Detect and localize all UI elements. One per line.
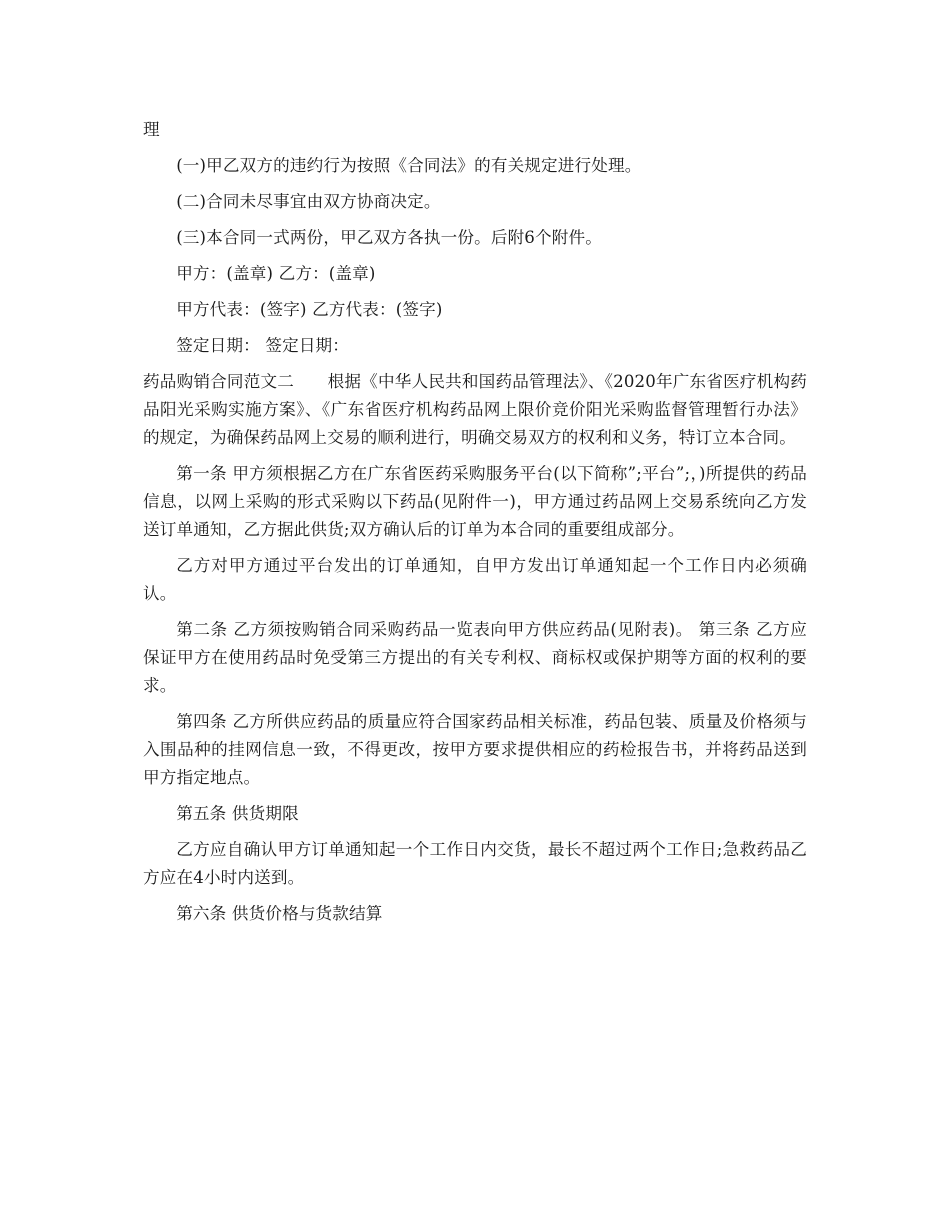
paragraph-seal-line: 甲方：(盖章) 乙方：(盖章) [176, 264, 376, 283]
paragraph-order-confirmation: 乙方对甲方通过平台发出的订单通知，自甲方发出订单通知起一个工作日内必须确认。 [143, 556, 807, 603]
paragraph-clause-3: (三)本合同一式两份，甲乙双方各执一份。后附6个附件。 [176, 228, 602, 247]
paragraph-article-4: 第四条 乙方所供应药品的质量应符合国家药品相关标准，药品包装、质量及价格须与入围品种的挂网信息一致，不得更改，按甲方要求提供相应的药检报告书，并将药品送到甲方指定地点。 [143, 712, 807, 787]
paragraph-sign-date-line: 签定日期： 签定日期： [176, 336, 350, 355]
paragraph-article-2-3: 第二条 乙方须按购销合同采购药品一览表向甲方供应药品(见附表)。 第三条 乙方应保证甲方在使用药品时免受第三方提出的有关专利权、商标权或保护期等方面的权利的要求。 [143, 620, 807, 695]
paragraph-article-6-heading: 第六条 供货价格与货款结算 [176, 904, 383, 923]
paragraph-signature-line: 甲方代表：(签字) 乙方代表：(签字) [176, 300, 443, 319]
paragraph-clause-2: (二)合同未尽事宜由双方协商决定。 [176, 192, 441, 211]
paragraph-contract-two-intro: 药品购销合同范文二 根据《中华人民共和国药品管理法》、《2020年广东省医疗机构药品阳光采购实施方案》、《广东省医疗机构药品网上限价竞价阳光采购监督管理暂行办法》的规定，为确保药品网上交易的顺利进行，明确交易双方的权利和义务，特订立本合同。 [143, 372, 807, 447]
paragraph-continuation: 理 [143, 120, 160, 139]
paragraph-article-1: 第一条 甲方须根据乙方在广东省医药采购服务平台(以下简称”;平台”;，)所提供的药品信息，以网上采购的形式采购以下药品(见附件一)，甲方通过药品网上交易系统向乙方发送订单通知，乙方据此供货;双方确认后的订单为本合同的重要组成部分。 [143, 464, 807, 539]
paragraph-article-5-heading: 第五条 供货期限 [176, 804, 299, 823]
document-body [143, 116, 807, 936]
paragraph-delivery-terms: 乙方应自确认甲方订单通知起一个工作日内交货，最长不超过两个工作日;急救药品乙方应在4小时内送到。 [143, 840, 807, 887]
paragraph-clause-1: (一)甲乙双方的违约行为按照《合同法》的有关规定进行处理。 [176, 156, 642, 175]
